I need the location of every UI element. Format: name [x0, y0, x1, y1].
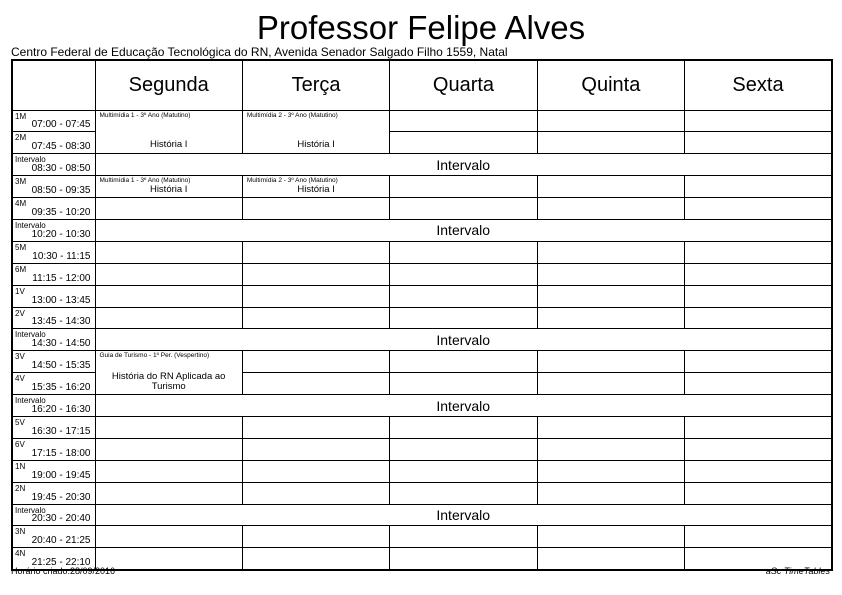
slot-time: 17:15 - 18:00: [31, 447, 91, 459]
empty-cell: [242, 438, 389, 460]
slot-row-3m: [12, 176, 832, 198]
slot-time: 21:25 - 22:10: [31, 556, 91, 568]
slot-cell: [12, 504, 95, 526]
empty-cell: [685, 198, 832, 220]
slot-code: 1V: [15, 286, 25, 296]
empty-cell: [95, 416, 242, 438]
slot-code: 4N: [15, 549, 26, 559]
interval-label: Intervalo: [95, 154, 832, 176]
interval-row: [12, 219, 832, 241]
empty-cell: [390, 438, 537, 460]
day-header-quarta: Quarta: [390, 60, 537, 110]
lesson-card-terca-1[interactable]: [242, 110, 389, 154]
empty-cell: [242, 241, 389, 263]
empty-cell: [537, 548, 684, 570]
day-header-terca: Terça: [242, 60, 389, 110]
slot-code: 6M: [15, 264, 27, 274]
slot-cell: [12, 176, 95, 198]
timetable: [11, 59, 833, 571]
empty-cell: [242, 526, 389, 548]
interval-label: Intervalo: [95, 219, 832, 241]
slot-code: Intervalo: [15, 330, 46, 340]
slot-time: 14:30 - 14:50: [31, 338, 91, 350]
corner-cell: [12, 60, 95, 110]
empty-cell: [390, 110, 537, 132]
empty-cell: [537, 198, 684, 220]
slot-cell: [12, 526, 95, 548]
lesson-class: Guia de Turismo - 1º Per. (Vespertino): [99, 352, 210, 360]
slot-row-1m: [12, 110, 832, 132]
lesson-subject: História I: [149, 139, 188, 151]
slot-row-2v: [12, 307, 832, 329]
slot-row-6v: [12, 438, 832, 460]
empty-cell: [537, 285, 684, 307]
slot-row-6m: [12, 263, 832, 285]
slot-row-2n: [12, 482, 832, 504]
empty-cell: [537, 110, 684, 132]
empty-cell: [242, 307, 389, 329]
slot-cell: [12, 263, 95, 285]
empty-cell: [390, 548, 537, 570]
day-header-quinta: Quinta: [537, 60, 684, 110]
slot-time: 07:00 - 07:45: [31, 119, 91, 131]
empty-cell: [537, 438, 684, 460]
empty-cell: [390, 285, 537, 307]
slot-code: 4V: [15, 374, 25, 384]
empty-cell: [685, 263, 832, 285]
lesson-subject: História I: [297, 184, 335, 196]
slot-code: Intervalo: [15, 220, 46, 230]
interval-label: Intervalo: [95, 329, 832, 351]
slot-row-3v: [12, 351, 832, 373]
empty-cell: [537, 416, 684, 438]
empty-cell: [242, 351, 389, 373]
empty-cell: [95, 482, 242, 504]
slot-cell: [12, 219, 95, 241]
slot-time: 14:50 - 15:35: [31, 360, 91, 372]
empty-cell: [390, 460, 537, 482]
empty-cell: [537, 373, 684, 395]
empty-cell: [685, 438, 832, 460]
empty-cell: [685, 132, 832, 154]
slot-code: Intervalo: [15, 505, 46, 515]
empty-cell: [390, 482, 537, 504]
lesson-subject: História do RN Aplicada ao Turismo: [111, 371, 226, 393]
empty-cell: [242, 416, 389, 438]
empty-cell: [242, 548, 389, 570]
slot-time: 09:35 - 10:20: [31, 206, 91, 218]
interval-label: Intervalo: [95, 395, 832, 417]
empty-cell: [390, 263, 537, 285]
slot-code: 1M: [15, 111, 27, 121]
slot-time: 13:00 - 13:45: [31, 294, 91, 306]
interval-row: [12, 504, 832, 526]
lesson-card-segunda-3[interactable]: [95, 351, 242, 395]
empty-cell: [390, 132, 537, 154]
empty-cell: [685, 285, 832, 307]
slot-code: 3N: [15, 527, 26, 537]
slot-code: 5M: [15, 242, 27, 252]
slot-time: 20:30 - 20:40: [31, 513, 91, 525]
empty-cell: [537, 307, 684, 329]
slot-code: 5V: [15, 417, 25, 427]
interval-row: [12, 154, 832, 176]
empty-cell: [95, 548, 242, 570]
day-header-sexta: Sexta: [685, 60, 832, 110]
empty-cell: [537, 132, 684, 154]
slot-row-3n: [12, 526, 832, 548]
empty-cell: [390, 351, 537, 373]
slot-time: 08:50 - 09:35: [31, 185, 91, 197]
empty-cell: [537, 526, 684, 548]
slot-cell: [12, 373, 95, 395]
interval-row: [12, 329, 832, 351]
slot-cell: [12, 110, 95, 132]
slot-row-5v: [12, 416, 832, 438]
empty-cell: [685, 241, 832, 263]
slot-cell: [12, 460, 95, 482]
school-address: Centro Federal de Educação Tecnológica do RN, Avenida Senador Salgado Filho 1559, Natal: [11, 45, 508, 59]
slot-row-4m: [12, 198, 832, 220]
interval-label: Intervalo: [95, 504, 832, 526]
slot-time: 11:15 - 12:00: [32, 272, 91, 284]
slot-code: 3V: [15, 352, 25, 362]
timetable-header-row: [12, 60, 832, 110]
slot-row-4n: [12, 548, 832, 570]
empty-cell: [685, 460, 832, 482]
slot-cell: [12, 329, 95, 351]
empty-cell: [95, 198, 242, 220]
empty-cell: [537, 176, 684, 198]
lesson-class: Multimídia 1 - 3º Ano (Matutino): [99, 111, 191, 119]
interval-row: [12, 395, 832, 417]
empty-cell: [242, 460, 389, 482]
empty-cell: [242, 373, 389, 395]
empty-cell: [390, 416, 537, 438]
empty-cell: [537, 351, 684, 373]
slot-cell: [12, 351, 95, 373]
empty-cell: [95, 241, 242, 263]
empty-cell: [95, 438, 242, 460]
empty-cell: [537, 263, 684, 285]
lesson-subject: História I: [149, 184, 188, 196]
empty-cell: [95, 263, 242, 285]
slot-cell: [12, 482, 95, 504]
empty-cell: [537, 482, 684, 504]
slot-row-1v: [12, 285, 832, 307]
empty-cell: [390, 526, 537, 548]
empty-cell: [685, 416, 832, 438]
empty-cell: [685, 351, 832, 373]
empty-cell: [95, 460, 242, 482]
empty-cell: [685, 526, 832, 548]
slot-code: Intervalo: [15, 155, 46, 165]
slot-cell: [12, 438, 95, 460]
lesson-card-segunda-1[interactable]: [95, 110, 242, 154]
page-title: Professor Felipe Alves: [256, 9, 586, 46]
slot-row-5m: [12, 241, 832, 263]
empty-cell: [95, 285, 242, 307]
slot-cell: [12, 416, 95, 438]
empty-cell: [537, 241, 684, 263]
slot-cell: [12, 198, 95, 220]
slot-time: 10:30 - 11:15: [32, 250, 91, 262]
slot-time: 19:00 - 19:45: [31, 469, 91, 481]
empty-cell: [242, 198, 389, 220]
lesson-class: Multimídia 2 - 3º Ano (Matutino): [246, 177, 338, 185]
slot-code: 2N: [15, 483, 26, 493]
empty-cell: [242, 263, 389, 285]
slot-code: 2V: [15, 308, 25, 318]
empty-cell: [390, 198, 537, 220]
empty-cell: [242, 482, 389, 504]
empty-cell: [685, 176, 832, 198]
slot-time: 08:30 - 08:50: [31, 163, 91, 175]
slot-cell: [12, 395, 95, 417]
slot-time: 19:45 - 20:30: [31, 491, 91, 503]
slot-row-1n: [12, 460, 832, 482]
slot-cell: [12, 154, 95, 176]
slot-time: 16:20 - 16:30: [31, 403, 91, 415]
empty-cell: [390, 241, 537, 263]
empty-cell: [685, 373, 832, 395]
empty-cell: [390, 176, 537, 198]
slot-time: 16:30 - 17:15: [31, 425, 91, 437]
lesson-class: Multimídia 1 - 3º Ano (Matutino): [99, 177, 191, 185]
empty-cell: [685, 482, 832, 504]
empty-cell: [242, 285, 389, 307]
empty-cell: [537, 460, 684, 482]
lesson-card-segunda-2[interactable]: [95, 176, 242, 198]
slot-code: 4M: [15, 199, 27, 209]
empty-cell: [390, 307, 537, 329]
lesson-subject: História I: [297, 139, 335, 151]
empty-cell: [685, 110, 832, 132]
lesson-class: Multimídia 2 - 3º Ano (Matutino): [246, 111, 338, 119]
day-header-segunda: Segunda: [95, 60, 242, 110]
slot-time: 13:45 - 14:30: [31, 316, 91, 328]
brand-label: aSc TimeTables: [765, 566, 830, 576]
lesson-card-terca-2[interactable]: [242, 176, 389, 198]
slot-code: 3M: [15, 177, 27, 187]
slot-code: 1N: [15, 461, 26, 471]
slot-time: 15:35 - 16:20: [31, 382, 91, 394]
slot-time: 10:20 - 10:30: [31, 228, 91, 240]
empty-cell: [95, 307, 242, 329]
slot-code: 2M: [15, 133, 27, 143]
slot-code: 6V: [15, 439, 25, 449]
slot-cell: [12, 132, 95, 154]
empty-cell: [685, 307, 832, 329]
slot-cell: [12, 307, 95, 329]
empty-cell: [95, 526, 242, 548]
created-date: Horário criado:28/09/2016: [11, 566, 116, 576]
slot-time: 07:45 - 08:30: [31, 141, 91, 153]
slot-code: Intervalo: [15, 396, 46, 406]
empty-cell: [390, 373, 537, 395]
slot-cell: [12, 241, 95, 263]
slot-time: 20:40 - 21:25: [31, 535, 91, 547]
slot-cell: [12, 285, 95, 307]
